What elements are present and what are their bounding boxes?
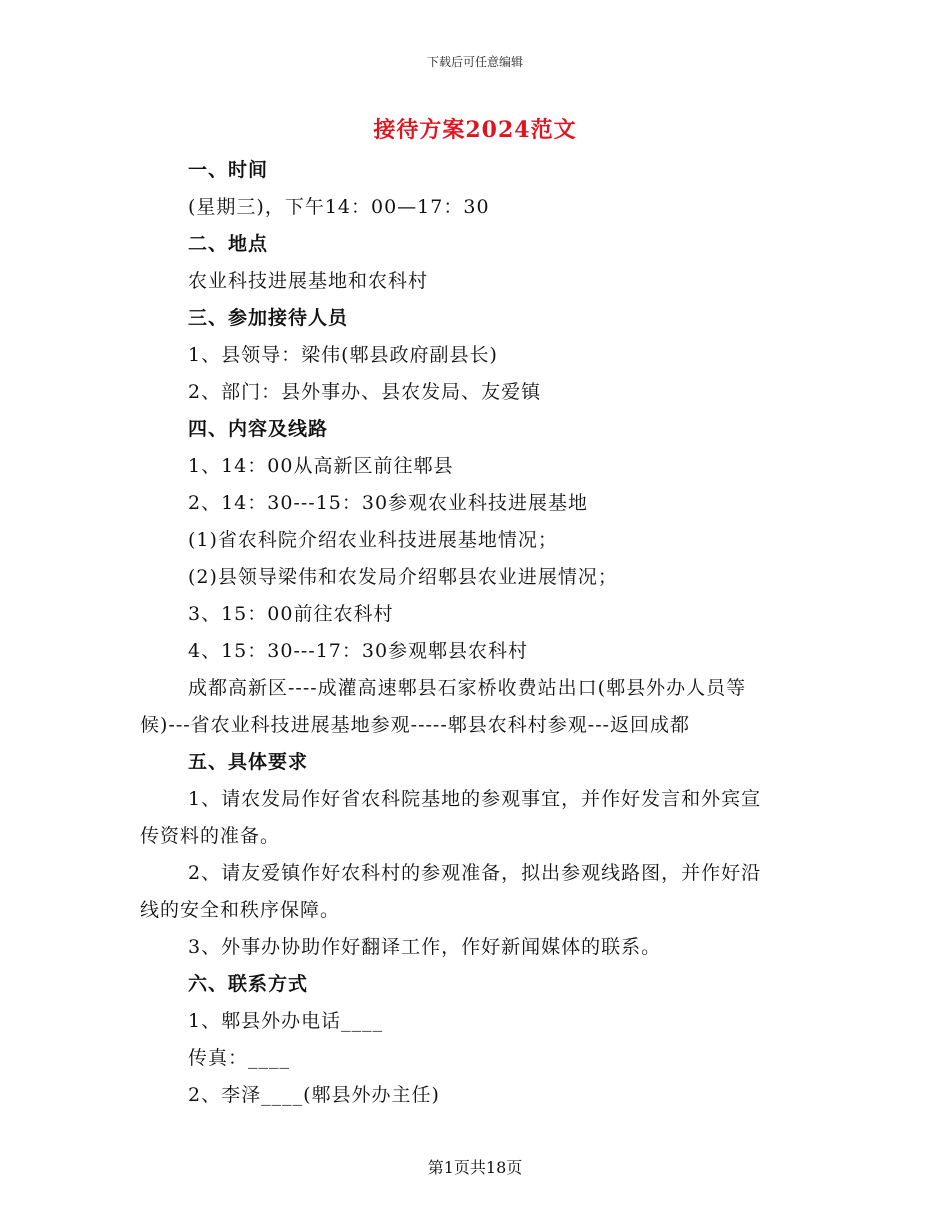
attendee-item: 2、部门：县外事办、县农发局、友爱镇	[188, 381, 542, 403]
requirement-item: 线的安全和秩序保障。	[140, 899, 341, 921]
page-header-note: 下载后可任意编辑	[426, 55, 523, 69]
section-heading-location: 二、地点	[188, 233, 269, 255]
itinerary-item: 4、15：30---17：30参观郫县农科村	[188, 640, 529, 662]
section-heading-itinerary: 四、内容及线路	[188, 418, 329, 440]
itinerary-item: 2、14：30---15：30参观农业科技进展基地	[188, 492, 589, 514]
itinerary-subitem: (2)县领导梁伟和农发局介绍郫县农业进展情况；	[188, 566, 618, 588]
time-text: (星期三)，下午14：00—17：30	[188, 196, 490, 218]
section-heading-contact: 六、联系方式	[188, 973, 309, 995]
route-text: 候)---省农业科技进展基地参观-----郫县农科村参观---返回成都	[140, 714, 691, 736]
attendee-item: 1、县领导：梁伟(郫县政府副县长)	[188, 344, 498, 366]
location-text: 农业科技进展基地和农科村	[188, 270, 429, 292]
page-number: 第1页共18页	[427, 1158, 523, 1177]
itinerary-subitem: (1)省农科院介绍农业科技进展基地情况；	[188, 529, 558, 551]
requirement-item: 3、外事办协助作好翻译工作，作好新闻媒体的联系。	[188, 936, 662, 958]
document-title: 接待方案2024范文	[373, 117, 577, 143]
itinerary-item: 3、15：00前往农科村	[188, 603, 394, 625]
section-heading-time: 一、时间	[188, 159, 269, 181]
contact-item: 传真：____	[188, 1047, 291, 1069]
requirement-item: 传资料的准备。	[140, 825, 281, 847]
section-heading-requirements: 五、具体要求	[188, 751, 309, 773]
contact-item: 2、李泽____(郫县外办主任)	[188, 1084, 440, 1106]
section-heading-attendees: 三、参加接待人员	[188, 307, 349, 329]
contact-item: 1、郫县外办电话____	[188, 1010, 384, 1032]
requirement-item: 1、请农发局作好省农科院基地的参观事宜，并作好发言和外宾宣	[188, 788, 762, 810]
itinerary-item: 1、14：00从高新区前往郫县	[188, 455, 454, 477]
requirement-item: 2、请友爱镇作好农科村的参观准备，拟出参观线路图，并作好沿	[188, 862, 762, 884]
route-text: 成都高新区----成灌高速郫县石家桥收费站出口(郫县外办人员等	[188, 677, 747, 699]
